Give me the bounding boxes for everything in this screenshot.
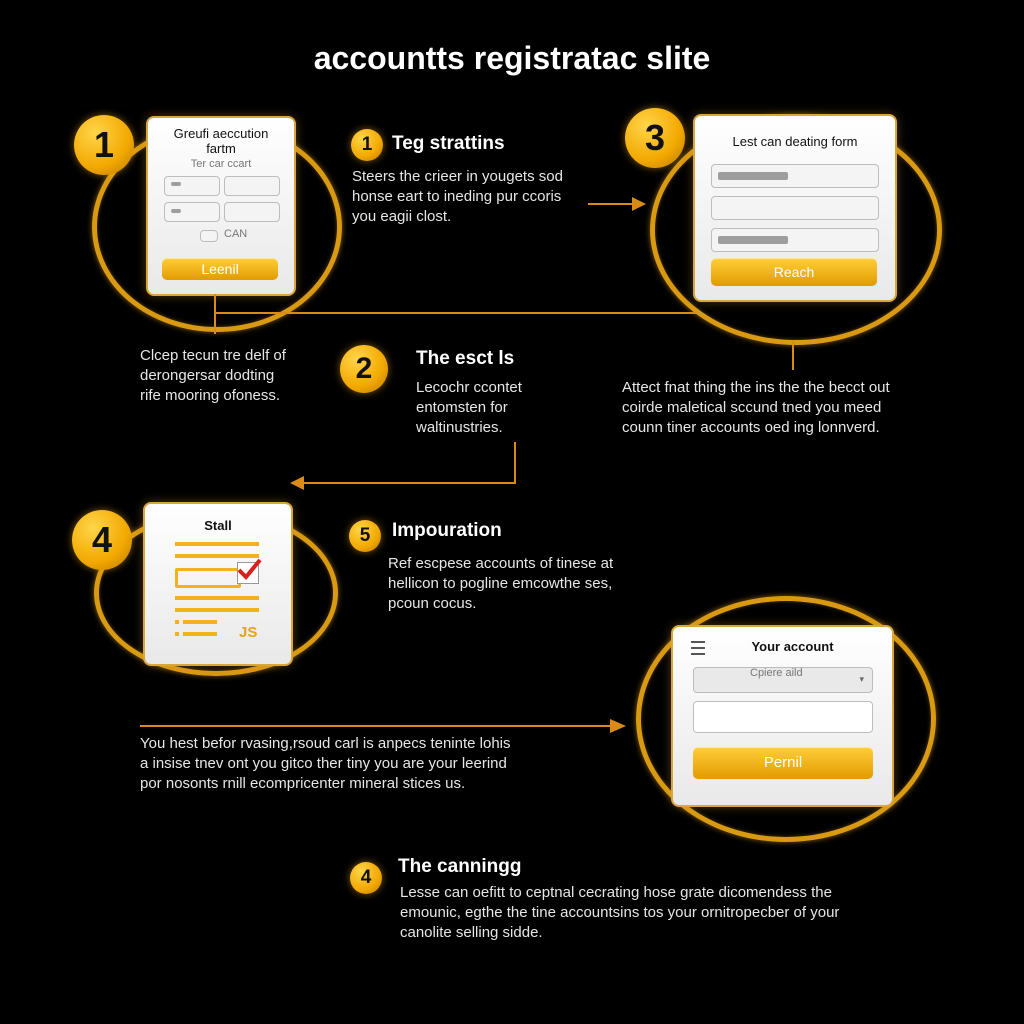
connector-step3-down	[792, 340, 794, 370]
step1-form-card	[146, 116, 296, 296]
step1-left-text: Clcep tecun tre delf of derongersar dodting rife mooring ofoness.	[140, 347, 286, 404]
arrow-to-account	[610, 719, 626, 733]
doc-highlight[interactable]	[175, 568, 241, 588]
doc-line-4	[175, 608, 259, 612]
step2-badge: 2	[340, 345, 388, 393]
step3-field-1[interactable]	[711, 164, 879, 188]
connector-step1-down	[214, 294, 216, 334]
step1-text: Steers the crieer in yougets sod honse eart to ineding pur ccoris you eagii clost.	[352, 168, 563, 225]
final-step-badge: 4	[350, 862, 382, 894]
final-step-heading: The canningg	[398, 856, 522, 877]
account-select-placeholder: Cpiere aild	[750, 667, 803, 679]
connector-mid	[214, 312, 696, 314]
doc-line-3	[175, 596, 259, 600]
step1-card-subtitle: Ter car ccart	[190, 158, 252, 170]
step1-heading: Teg strattins	[392, 133, 505, 154]
account-submit-button[interactable]: Pernil	[693, 747, 873, 779]
step1-badge: 1	[74, 115, 134, 175]
step4-badge: 4	[72, 510, 132, 570]
step1-checkbox[interactable]	[200, 230, 218, 242]
step1-field-2[interactable]	[224, 176, 280, 196]
doc-stamp: JS	[239, 624, 258, 641]
chevron-down-icon: ▾	[859, 674, 864, 684]
connector-to-account	[140, 725, 610, 727]
doc-line-6	[183, 632, 217, 636]
step1-card-title: Greufi aeccution fartm	[173, 126, 269, 156]
account-input[interactable]	[693, 701, 873, 733]
connector-1-3	[588, 203, 632, 205]
arrow-to-step3	[632, 197, 646, 211]
step2-right-text: Attect fnat thing the ins the the becct out coirde maletical sccund tned you meed counn tiner accounts oed ing lonnverd.	[622, 379, 890, 436]
step1-small-badge: 1	[351, 129, 383, 161]
step1-field-3[interactable]	[164, 202, 220, 222]
account-select[interactable]	[693, 667, 873, 693]
step4-card-title: Stall	[204, 518, 232, 533]
step3-form-card	[693, 114, 897, 302]
page-title: accountts registratac slite	[313, 40, 711, 76]
step1-checkbox-label: CAN	[224, 228, 248, 240]
step3-field-2[interactable]	[711, 196, 879, 220]
step3-card-title: Lest can deating form	[732, 134, 858, 149]
doc-line-5	[183, 620, 217, 624]
step4-document-card	[143, 502, 293, 666]
step5-heading: Impouration	[392, 520, 502, 541]
step5-badge: 5	[349, 520, 381, 552]
checkmark-icon	[237, 562, 259, 584]
step2-heading: The esct ls	[416, 348, 515, 369]
doc-bullet-2	[175, 632, 179, 636]
step2-text: Lecochr ccontet entomsten for waltinustries.	[416, 379, 522, 436]
account-card	[671, 625, 894, 807]
account-card-title: Your account	[751, 639, 834, 654]
step3-field-3[interactable]	[711, 228, 879, 252]
doc-bullet-1	[175, 620, 179, 624]
final-step-text: Lesse can oefitt to ceptnal cecrating hose grate dicomendess the emounic, egthe the tine accountsins tos your ornitropecber of your canolite selling sidde.	[400, 884, 840, 941]
account-text: You hest befor rvasing,rsoud carl is anpecs teninte lohis a insise tnev ont you gitco ther tiny you are your leerind por nosonts rnill ecompricenter mineral stices us.	[140, 735, 511, 792]
connector-step2-left	[302, 482, 516, 484]
step3-badge: 3	[625, 108, 685, 168]
connector-step2-down	[514, 442, 516, 484]
doc-line-1	[175, 542, 259, 546]
step5-text: Ref escpese accounts of tinese at hellicon to pogline emcowthe ses, pcoun cocus.	[388, 555, 614, 612]
step1-field-4[interactable]	[224, 202, 280, 222]
arrow-to-step4	[290, 476, 304, 490]
step3-reach-button[interactable]: Reach	[711, 258, 877, 286]
step1-field-1[interactable]	[164, 176, 220, 196]
step1-submit-button[interactable]: Leenil	[162, 258, 278, 280]
